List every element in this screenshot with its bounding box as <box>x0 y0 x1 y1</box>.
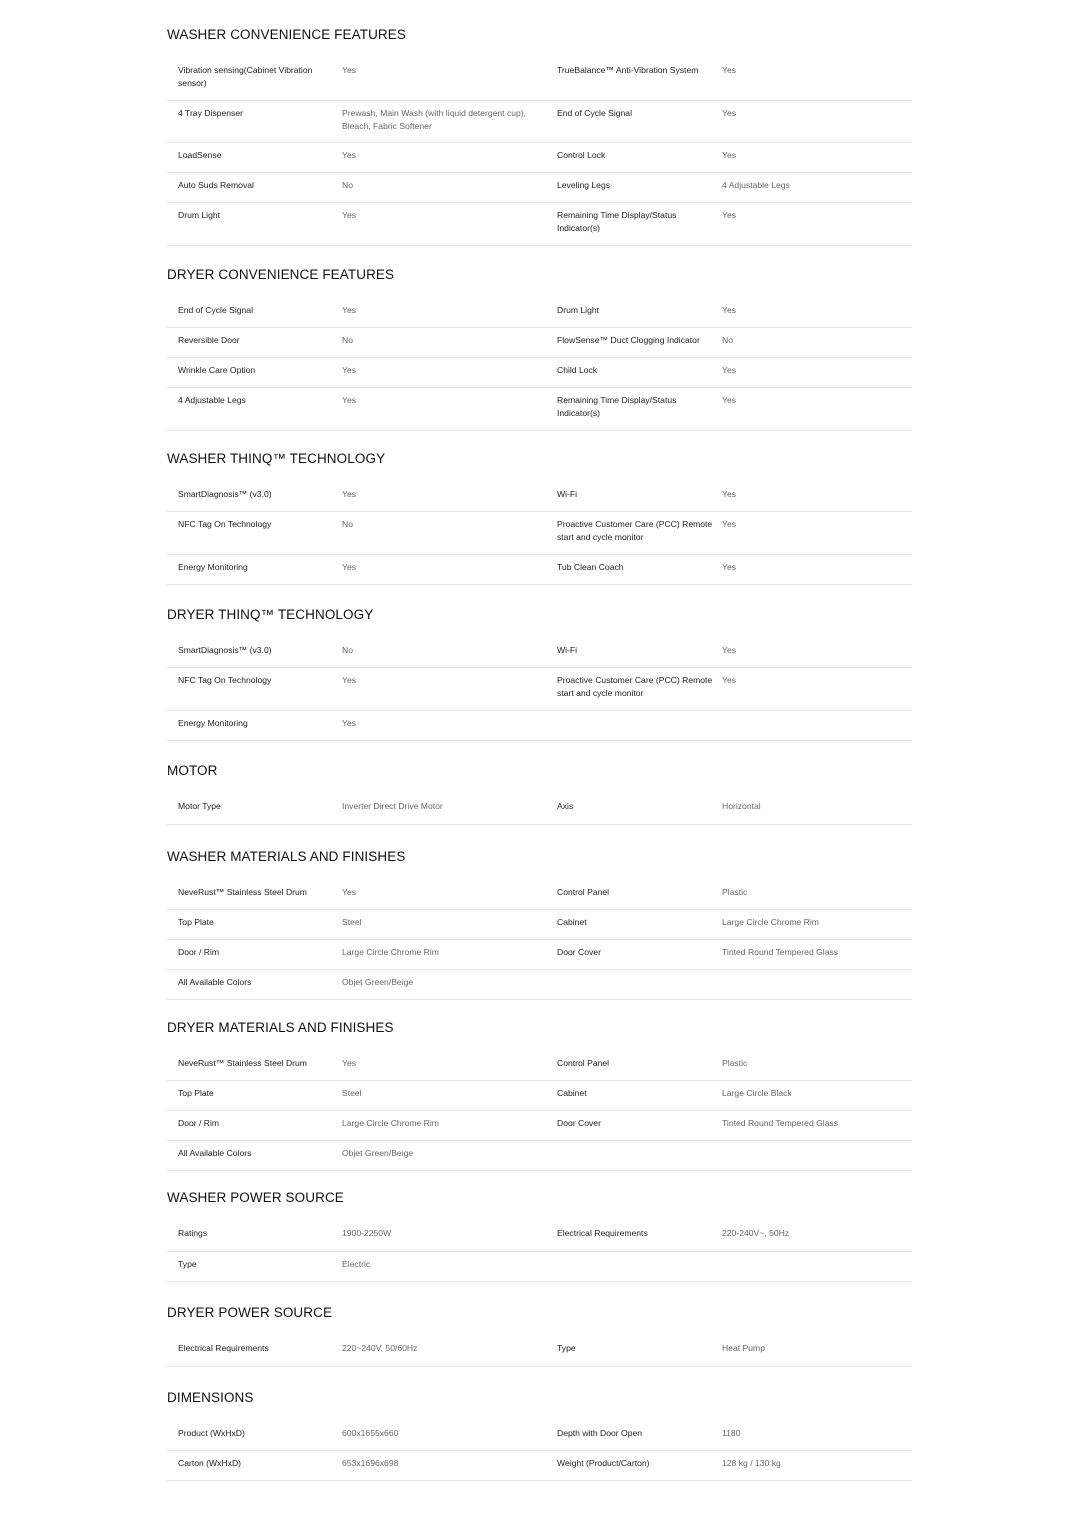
spec-row <box>167 1451 912 1481</box>
spec-value: Yes <box>722 305 737 315</box>
spec-value: Large Circle Chrome Rim <box>342 1118 439 1128</box>
spec-row <box>167 143 912 173</box>
section-title: DRYER CONVENIENCE FEATURES <box>167 267 395 282</box>
spec-label: Door Cover <box>557 1118 601 1128</box>
section-title: MOTOR <box>167 763 218 778</box>
spec-table <box>167 58 912 246</box>
spec-table <box>167 1221 912 1282</box>
spec-value: Yes <box>722 489 737 499</box>
spec-row <box>167 1081 912 1111</box>
spec-table <box>167 1051 912 1171</box>
spec-value: Yes <box>342 305 357 315</box>
spec-value: Heat Pump <box>722 1343 765 1353</box>
spec-row <box>167 1252 912 1282</box>
spec-label: Door / Rim <box>178 1118 220 1128</box>
spec-table <box>167 1421 912 1481</box>
spec-label: End of Cycle Signal <box>557 108 632 118</box>
spec-value: Large Circle Chrome Rim <box>722 917 819 927</box>
spec-label: NFC Tag On Technology <box>178 519 272 529</box>
spec-label: All Available Colors <box>178 977 252 987</box>
spec-row <box>167 910 912 940</box>
spec-label: Remaining Time Display/Status Indicator(s) <box>557 395 677 418</box>
spec-row <box>167 711 912 741</box>
section-dryer-thinq <box>167 607 912 741</box>
spec-label: Motor Type <box>178 801 221 811</box>
spec-label: Energy Monitoring <box>178 718 248 728</box>
spec-label: Door / Rim <box>178 947 220 957</box>
spec-value: Yes <box>342 1058 357 1068</box>
spec-row <box>167 173 912 203</box>
spec-value: Yes <box>342 718 357 728</box>
section-washer-materials <box>167 849 912 1000</box>
spec-value: 4 Adjustable Legs <box>722 180 790 190</box>
spec-label: Child Lock <box>557 365 598 375</box>
spec-label: Energy Monitoring <box>178 562 248 572</box>
spec-label: 4 Tray Dispenser <box>178 108 243 118</box>
spec-value: Yes <box>342 210 357 220</box>
spec-label: All Available Colors <box>178 1148 252 1158</box>
spec-row <box>167 668 912 711</box>
spec-row <box>167 794 912 825</box>
spec-value: Yes <box>722 519 737 529</box>
spec-value: Horizontal <box>722 801 761 811</box>
spec-value: No <box>722 335 733 345</box>
spec-label: Leveling Legs <box>557 180 611 190</box>
spec-table <box>167 298 912 431</box>
spec-label: Electrical Requirements <box>557 1228 648 1238</box>
spec-label: Wrinkle Care Option <box>178 365 256 375</box>
spec-label: End of Cycle Signal <box>178 305 253 315</box>
section-motor <box>167 763 912 825</box>
spec-row <box>167 512 912 555</box>
spec-row <box>167 328 912 358</box>
spec-value: 1180 <box>722 1428 741 1438</box>
section-title: WASHER CONVENIENCE FEATURES <box>167 27 406 42</box>
spec-row <box>167 1051 912 1081</box>
spec-label: Door Cover <box>557 947 601 957</box>
spec-label: Cabinet <box>557 917 587 927</box>
spec-row <box>167 1221 912 1252</box>
spec-value: Plastic <box>722 1058 748 1068</box>
spec-row <box>167 1141 912 1171</box>
spec-table <box>167 880 912 1000</box>
spec-value: 220~240V, 50/60Hz <box>342 1343 418 1353</box>
spec-label: Auto Suds Removal <box>178 180 254 190</box>
spec-label: 4 Adjustable Legs <box>178 395 246 405</box>
spec-row <box>167 358 912 388</box>
spec-label: Depth with Door Open <box>557 1428 643 1438</box>
spec-row <box>167 1421 912 1451</box>
spec-table <box>167 638 912 741</box>
spec-label: Carton (WxHxD) <box>178 1458 242 1468</box>
spec-value: Yes <box>722 108 737 118</box>
spec-value: Large Circle Chrome Rim <box>342 947 439 957</box>
spec-label: Axis <box>557 801 574 811</box>
spec-value: Yes <box>722 365 737 375</box>
spec-label: FlowSense™ Duct Clogging Indicator <box>557 335 700 345</box>
spec-row <box>167 555 912 585</box>
spec-value: No <box>342 180 353 190</box>
spec-label: Proactive Customer Care (PCC) Remote start and cycle monitor <box>557 675 713 698</box>
spec-value: Yes <box>722 562 737 572</box>
spec-row <box>167 1336 912 1367</box>
spec-table <box>167 1336 912 1367</box>
spec-value: Steel <box>342 917 362 927</box>
section-washer-convenience <box>167 27 912 246</box>
section-title: WASHER POWER SOURCE <box>167 1190 344 1205</box>
section-washer-thinq <box>167 451 912 585</box>
spec-row <box>167 1111 912 1141</box>
spec-value: 220-240V~, 50Hz <box>722 1228 790 1238</box>
spec-value: Tinted Round Tempered Glass <box>722 947 839 957</box>
spec-value: Yes <box>722 150 737 160</box>
spec-row <box>167 101 912 143</box>
spec-label: SmartDiagnosis™ (v3.0) <box>178 645 272 655</box>
spec-label: Electrical Requirements <box>178 1343 269 1353</box>
spec-value: Yes <box>722 645 737 655</box>
spec-value: Yes <box>342 562 357 572</box>
spec-row <box>167 940 912 970</box>
spec-label: LoadSense <box>178 150 222 160</box>
spec-label: Tub Clean Coach <box>557 562 624 572</box>
spec-row <box>167 482 912 512</box>
spec-value: Yes <box>342 489 357 499</box>
spec-value: Objet Green/Beige <box>342 977 414 987</box>
spec-value: 653x1696x698 <box>342 1458 399 1468</box>
spec-label: NFC Tag On Technology <box>178 675 272 685</box>
section-title: WASHER MATERIALS AND FINISHES <box>167 849 406 864</box>
spec-row <box>167 58 912 101</box>
section-title: DIMENSIONS <box>167 1390 254 1405</box>
spec-label: Reversible Door <box>178 335 240 345</box>
spec-label: Control Lock <box>557 150 606 160</box>
spec-value: Yes <box>342 675 357 685</box>
spec-label: Proactive Customer Care (PCC) Remote start and cycle monitor <box>557 519 713 542</box>
spec-table <box>167 794 912 825</box>
spec-row <box>167 880 912 910</box>
spec-value: Tinted Round Tempered Glass <box>722 1118 839 1128</box>
spec-label: NeveRust™ Stainless Steel Drum <box>178 887 307 897</box>
spec-label: Weight (Product/Carton) <box>557 1458 650 1468</box>
spec-label: Wi-Fi <box>557 645 578 655</box>
spec-value: 600x1655x660 <box>342 1428 399 1438</box>
spec-value: Yes <box>342 365 357 375</box>
spec-value: Electric <box>342 1259 371 1269</box>
spec-row <box>167 970 912 1000</box>
section-title: DRYER POWER SOURCE <box>167 1305 333 1320</box>
spec-value: Yes <box>722 395 737 405</box>
spec-label: Ratings <box>178 1228 208 1238</box>
spec-value: Steel <box>342 1088 362 1098</box>
spec-value: Large Circle Black <box>722 1088 792 1098</box>
spec-value: No <box>342 335 353 345</box>
spec-label: SmartDiagnosis™ (v3.0) <box>178 489 272 499</box>
section-dryer-convenience <box>167 267 912 431</box>
spec-value: Yes <box>722 675 737 685</box>
spec-value: Yes <box>722 65 737 75</box>
section-dryer-materials <box>167 1020 912 1171</box>
spec-label: Control Panel <box>557 887 610 897</box>
section-washer-power <box>167 1190 912 1282</box>
spec-value: Yes <box>722 210 737 220</box>
spec-row <box>167 638 912 668</box>
spec-value: No <box>342 645 353 655</box>
spec-row <box>167 298 912 328</box>
spec-value: Inverter Direct Drive Motor <box>342 801 443 811</box>
spec-value: Yes <box>342 887 357 897</box>
spec-label: Remaining Time Display/Status Indicator(s) <box>557 210 677 233</box>
spec-value: Objet Green/Beige <box>342 1148 414 1158</box>
spec-label: Top Plate <box>178 917 214 927</box>
section-dryer-power <box>167 1305 912 1367</box>
spec-row <box>167 203 912 246</box>
spec-value: No <box>342 519 353 529</box>
spec-value: Plastic <box>722 887 748 897</box>
section-title: DRYER MATERIALS AND FINISHES <box>167 1020 394 1035</box>
spec-label: Vibration sensing(Cabinet Vibration sensor) <box>178 65 313 88</box>
spec-row <box>167 388 912 431</box>
spec-label: Drum Light <box>178 210 221 220</box>
spec-value: Yes <box>342 65 357 75</box>
spec-value: 1900-2250W <box>342 1228 392 1238</box>
spec-label: Product (WxHxD) <box>178 1428 245 1438</box>
spec-value: 128 kg / 130 kg <box>722 1458 781 1468</box>
spec-label: Wi-Fi <box>557 489 578 499</box>
spec-value: Yes <box>342 395 357 405</box>
spec-label: Type <box>557 1343 576 1353</box>
spec-label: Drum Light <box>557 305 600 315</box>
section-title: WASHER THINQ™ TECHNOLOGY <box>167 451 386 466</box>
section-title: DRYER THINQ™ TECHNOLOGY <box>167 607 374 622</box>
spec-value: Yes <box>342 150 357 160</box>
spec-label: Type <box>178 1259 197 1269</box>
section-dimensions <box>167 1390 912 1481</box>
spec-label: Cabinet <box>557 1088 587 1098</box>
spec-table <box>167 482 912 585</box>
spec-label: Control Panel <box>557 1058 610 1068</box>
spec-value: Prewash, Main Wash (with liquid detergent cup), Bleach, Fabric Softener <box>342 108 527 131</box>
spec-label: TrueBalance™ Anti-Vibration System <box>557 65 699 75</box>
spec-label: NeveRust™ Stainless Steel Drum <box>178 1058 307 1068</box>
spec-label: Top Plate <box>178 1088 214 1098</box>
